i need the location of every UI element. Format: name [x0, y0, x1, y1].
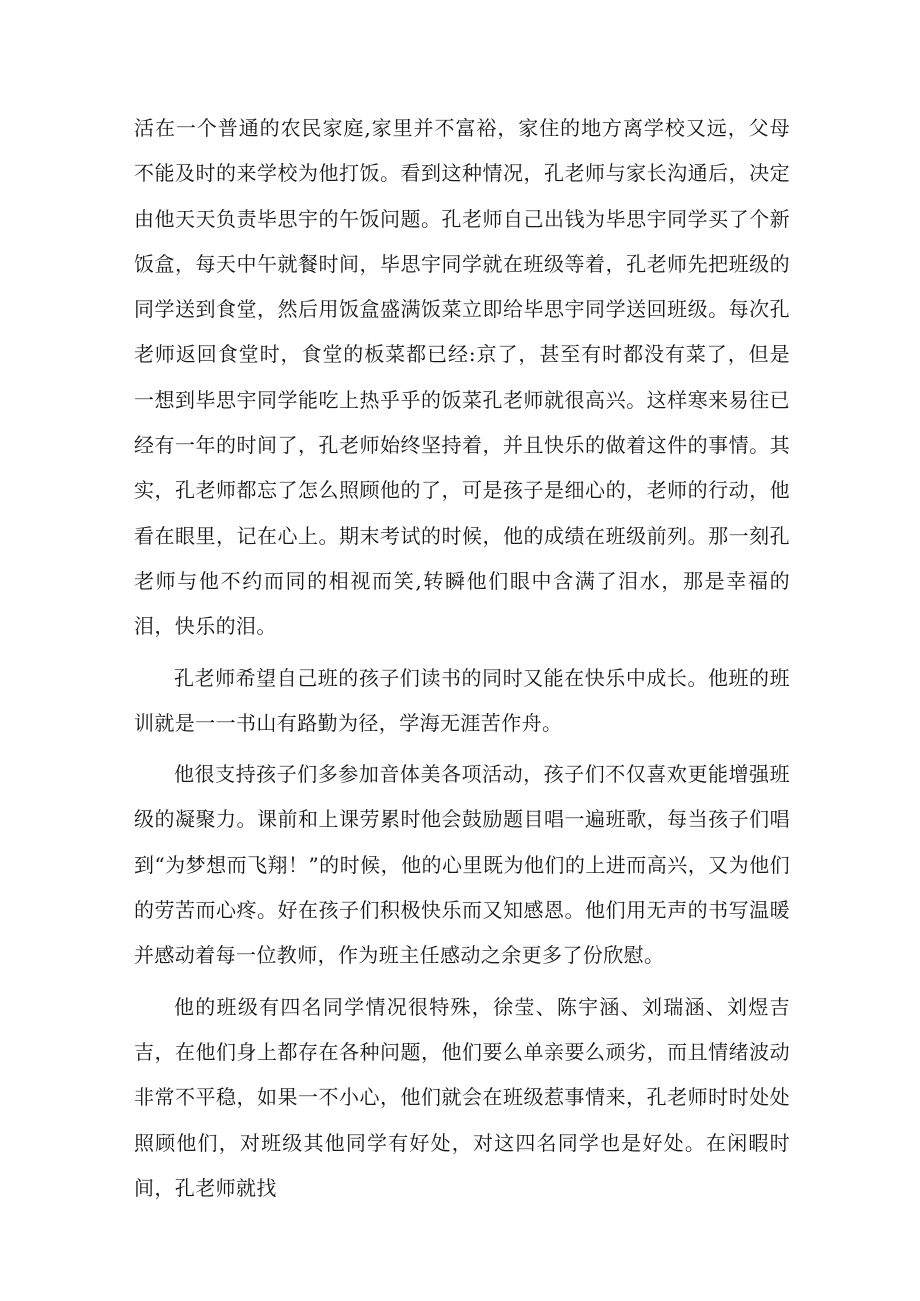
paragraph-4: 他的班级有四名同学情况很特殊，徐莹、陈宇涵、刘瑞涵、刘煜吉吉，在他们身上都存在各种问题，他们要么单亲要么顽劣，而且情绪波动非常不平稳，如果一不小心，他们就会在班级惹事情来，孔老师时时处处照顾他们，对班级其他同学有好处，对这四名同学也是好处。在闲暇时间，孔老师就找 — [134, 994, 790, 1200]
paragraph-3: 他很支持孩子们多参加音体美各项活动，孩子们不仅喜欢更能增强班级的凝聚力。课前和上课劳累时他会鼓励题目唱一遍班歌，每当孩子们唱到“为梦想而飞翔！”的时候，他的心里既为他们的上进而高兴，又为他们的劳苦而心疼。好在孩子们积极快乐而又知感恩。他们用无声的书写温暖并感动着每一位教师，作为班主任感动之余更多了份欣慰。 — [134, 762, 790, 968]
paragraph-1: 活在一个普通的农民家庭,家里并不富裕，家住的地方离学校又远，父母不能及时的来学校为他打饭。看到这种情况，孔老师与家长沟通后，决定由他天天负责毕思宇的午饭问题。孔老师自己出钱为毕思宇同学买了个新饭盒，每天中午就餐时间，毕思宇同学就在班级等着，孔老师先把班级的同学送到食堂，然后用饭盒盛满饭菜立即给毕思宇同学送回班级。每次孔老师返回食堂时，食堂的板菜都已经:京了，甚至有时都没有菜了，但是一想到毕思宇同学能吃上热乎乎的饭菜孔老师就很高兴。这样寒来易往已经有一年的时间了，孔老师始终坚持着，并且快乐的做着这件的事情。其实，孔老师都忘了怎么照顾他的了，可是孩子是细心的，老师的行动，他看在眼里，记在心上。期末考试的时候，他的成绩在班级前列。那一刻孔老师与他不约而同的相视而笑,转瞬他们眼中含满了泪水，那是幸福的泪，快乐的泪。 — [134, 116, 790, 639]
document-body — [134, 106, 790, 1211]
paragraph-2: 孔老师希望自己班的孩子们读书的同时又能在快乐中成长。他班的班训就是一一书山有路勤为径，学海无涯苦作舟。 — [134, 665, 790, 735]
